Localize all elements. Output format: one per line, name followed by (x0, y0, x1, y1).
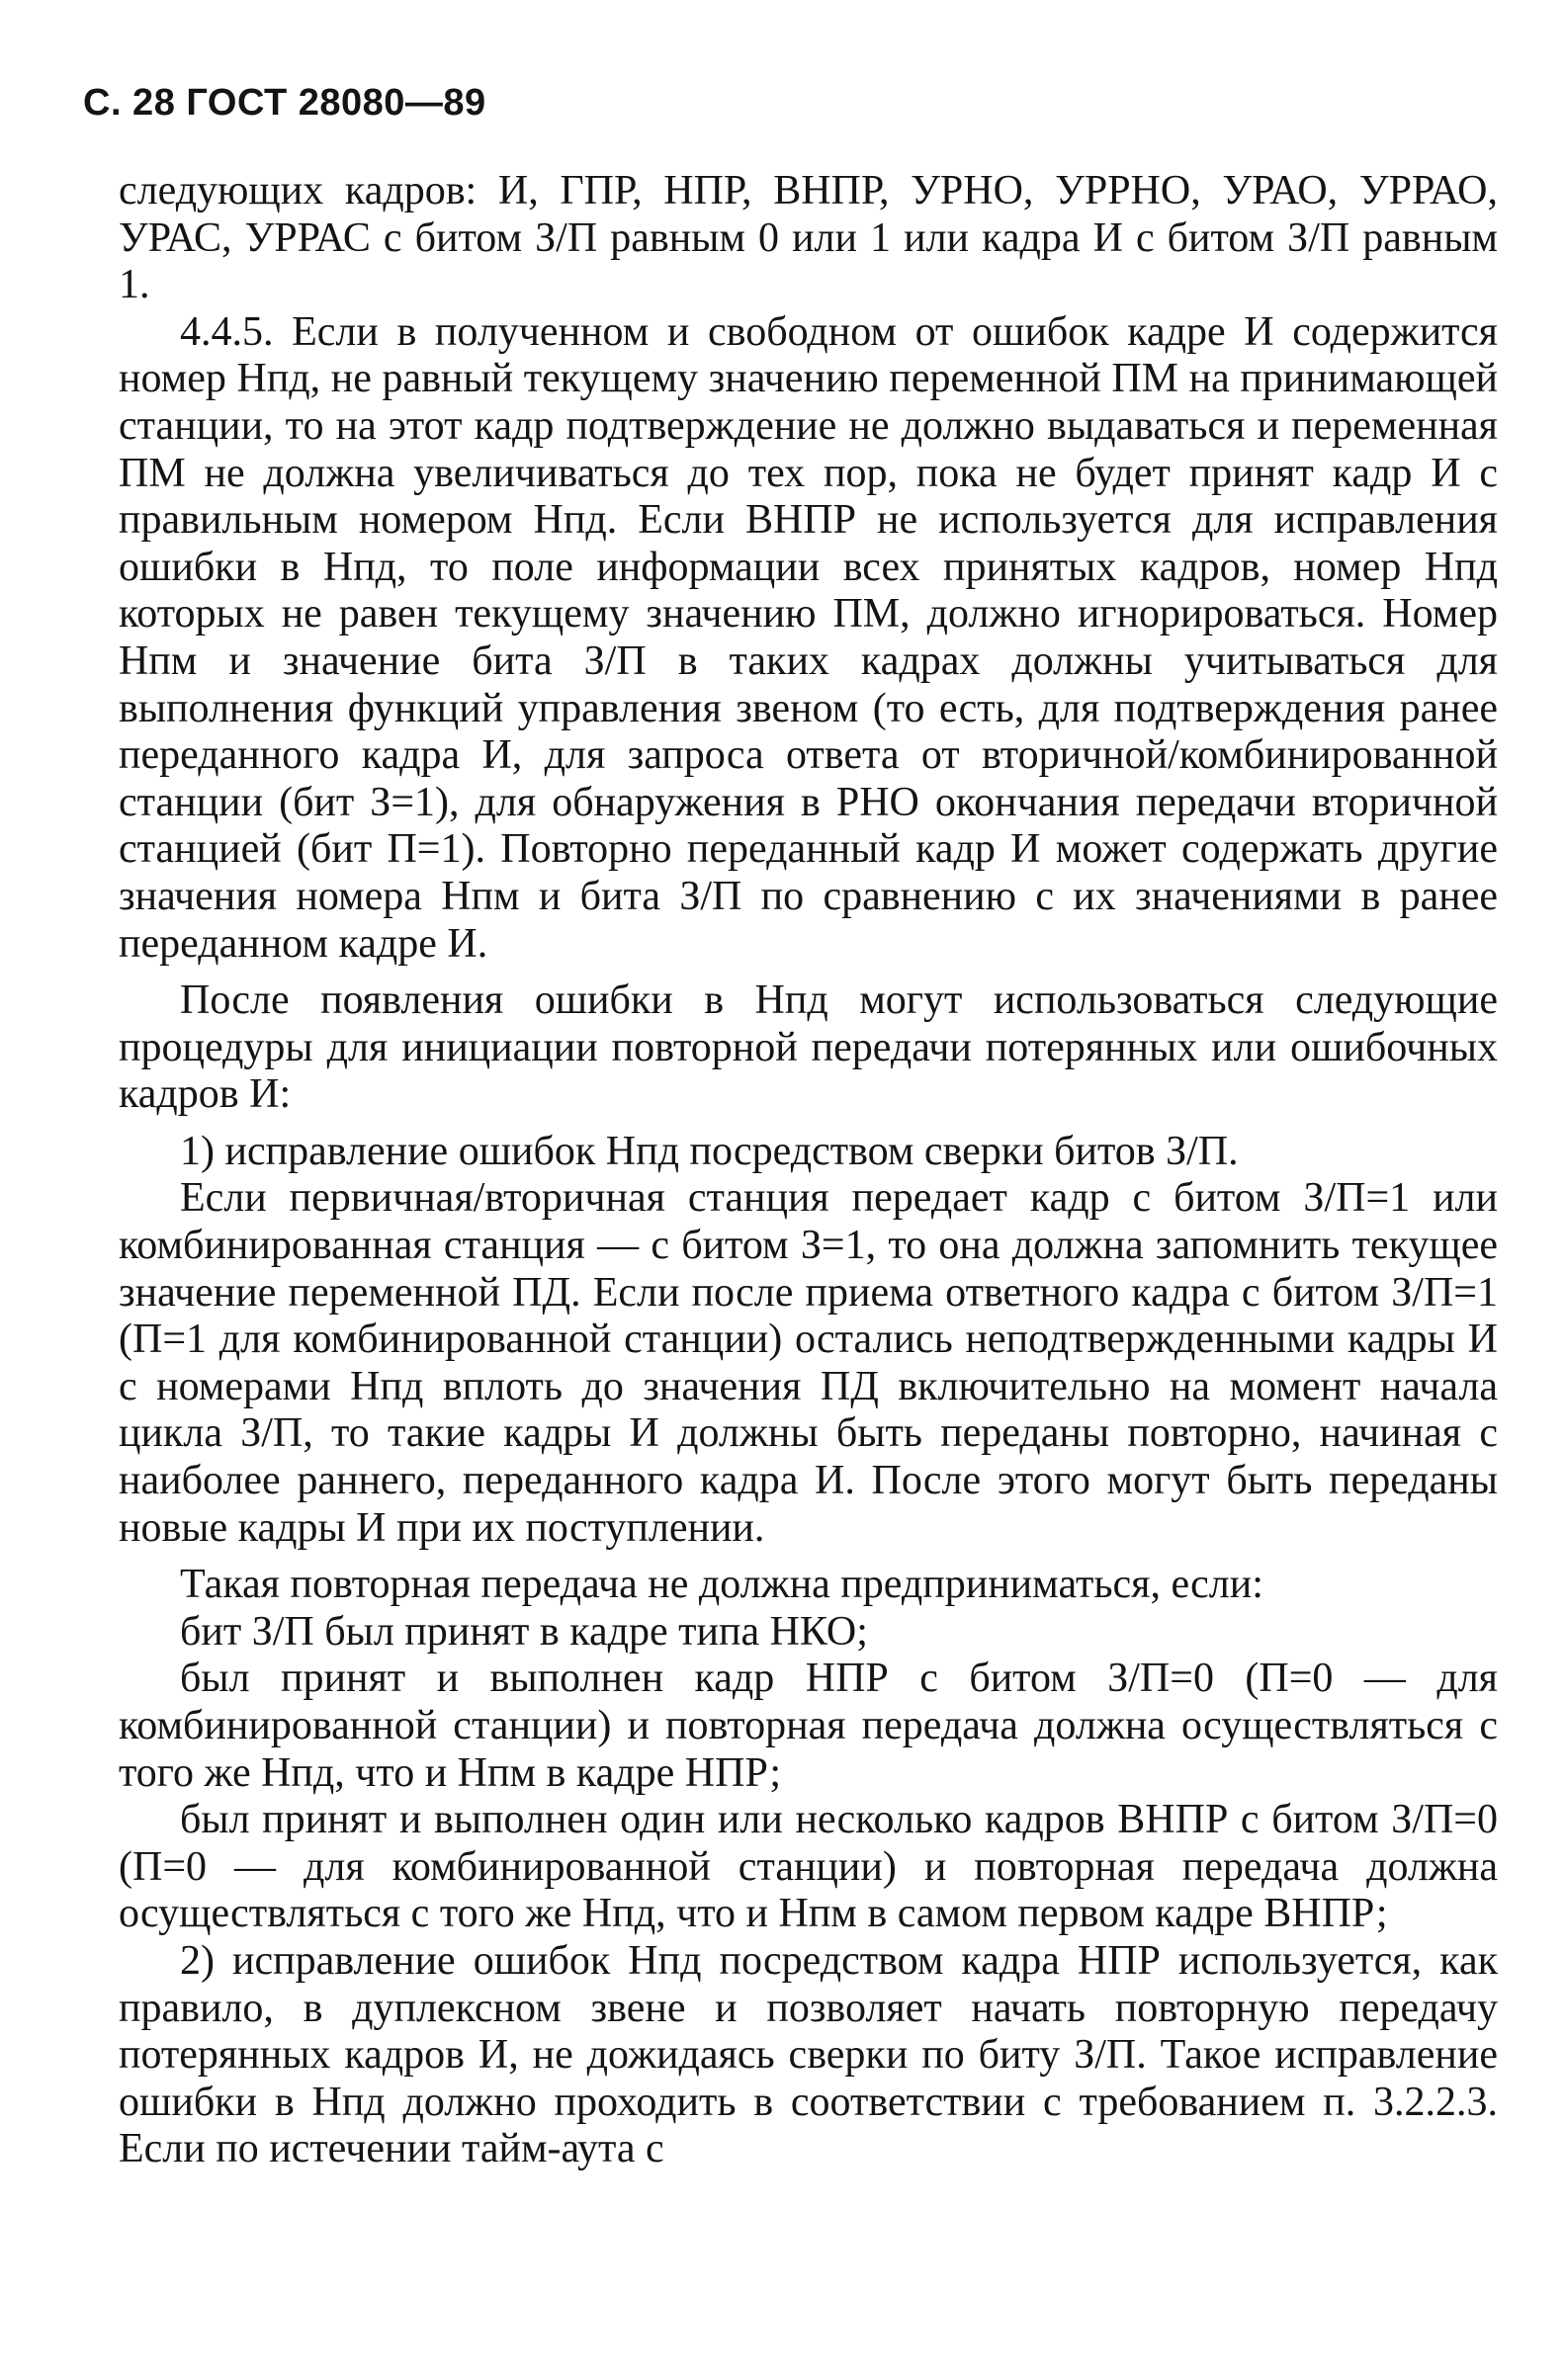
paragraph-procedure-1-heading: 1) исправление ошибок Нпд посредством сверки битов З/П. (180, 1128, 1239, 1174)
paragraph-procedure-1-body: Если первичная/вторичная станция передает кадр с битом З/П=1 или комбинированная станция — с битом З=1, то она должна запомнить текущее значение переменной ПД. Если после приема ответного кадра с битом З/П=1 (П=1 для комбинированной станции) остались неподтвержденными кадры И с номерами Нпд вплоть до значения ПД включительно на момент начала цикла З/П, то такие кадры И должны быть переданы повторно, начиная с наиболее раннего, переданного кадра И. После этого могут быть переданы новые кадры И при их поступлении. (119, 1175, 1498, 1551)
body-text (119, 168, 1498, 2173)
paragraph-procedure-2: 2) исправление ошибок Нпд посредством кадра НПР используется, как правило, в дуплексном звене и позволяет начать повторную передачу потерянных кадров И, не дожидаясь сверки по биту З/П. Такое исправление ошибки в Нпд должно проходить в соответствии с требованием п. 3.2.2.3. Если по истечении тайм-аута с (119, 1937, 1498, 2172)
paragraph-condition-vnpr: был принят и выполнен один или несколько кадров ВНПР с битом З/П=0 (П=0 — для комбинированной станции) и повторная передача должна осуществляться с того же Нпд, что и Нпм в самом первом кадре ВНПР; (119, 1797, 1498, 1937)
paragraph-condition-nko: бит З/П был принят в кадре типа НКО; (180, 1608, 868, 1655)
paragraph-4-4-5: 4.4.5. Если в полученном и свободном от ошибок кадре И содержится номер Нпд, не равный текущему значению переменной ПМ на принимающей станции, то на этот кадр подтверждение не должно выдаваться и переменная ПМ не должна увеличиваться до тех пор, пока не будет принят кадр И с правильным номером Нпд. Если ВНПР не используется для исправления ошибки в Нпд, то поле информации всех принятых кадров, номер Нпд которых не равен текущему значению ПМ, должно игнорироваться. Номер Нпм и значение бита З/П в таких кадрах должны учитываться для выполнения функций управления звеном (то есть, для подтверждения ранее переданного кадра И, для запроса ответа от вторичной/комбинированной станции (бит З=1), для обнаружения в РНО окончания передачи вторичной станцией (бит П=1). Повторно переданный кадр И может содержать другие значения номера Нпм и бита З/П по сравнению с их значениями в ранее переданном кадре И. (119, 308, 1498, 967)
running-head: С. 28 ГОСТ 28080—89 (83, 82, 486, 124)
paragraph-retransmission-conditions: Такая повторная передача не должна предприниматься, если: (180, 1562, 1263, 1608)
paragraph-condition-npr: был принят и выполнен кадр НПР с битом З/П=0 (П=0 — для комбинированной станции) и повторная передача должна осуществляться с того же Нпд, что и Нпм в кадре НПР; (119, 1656, 1498, 1796)
paragraph-continuation: следующих кадров: И, ГПР, НПР, ВНПР, УРНО, УРРНО, УРАО, УРРАО, УРАС, УРРАС с битом З/П равным 0 или 1 или кадра И с битом З/П равным 1. (119, 168, 1498, 308)
paragraph-procedures-intro: После появления ошибки в Нпд могут использоваться следующие процедуры для инициации повторной передачи потерянных или ошибочных кадров И: (119, 978, 1498, 1118)
